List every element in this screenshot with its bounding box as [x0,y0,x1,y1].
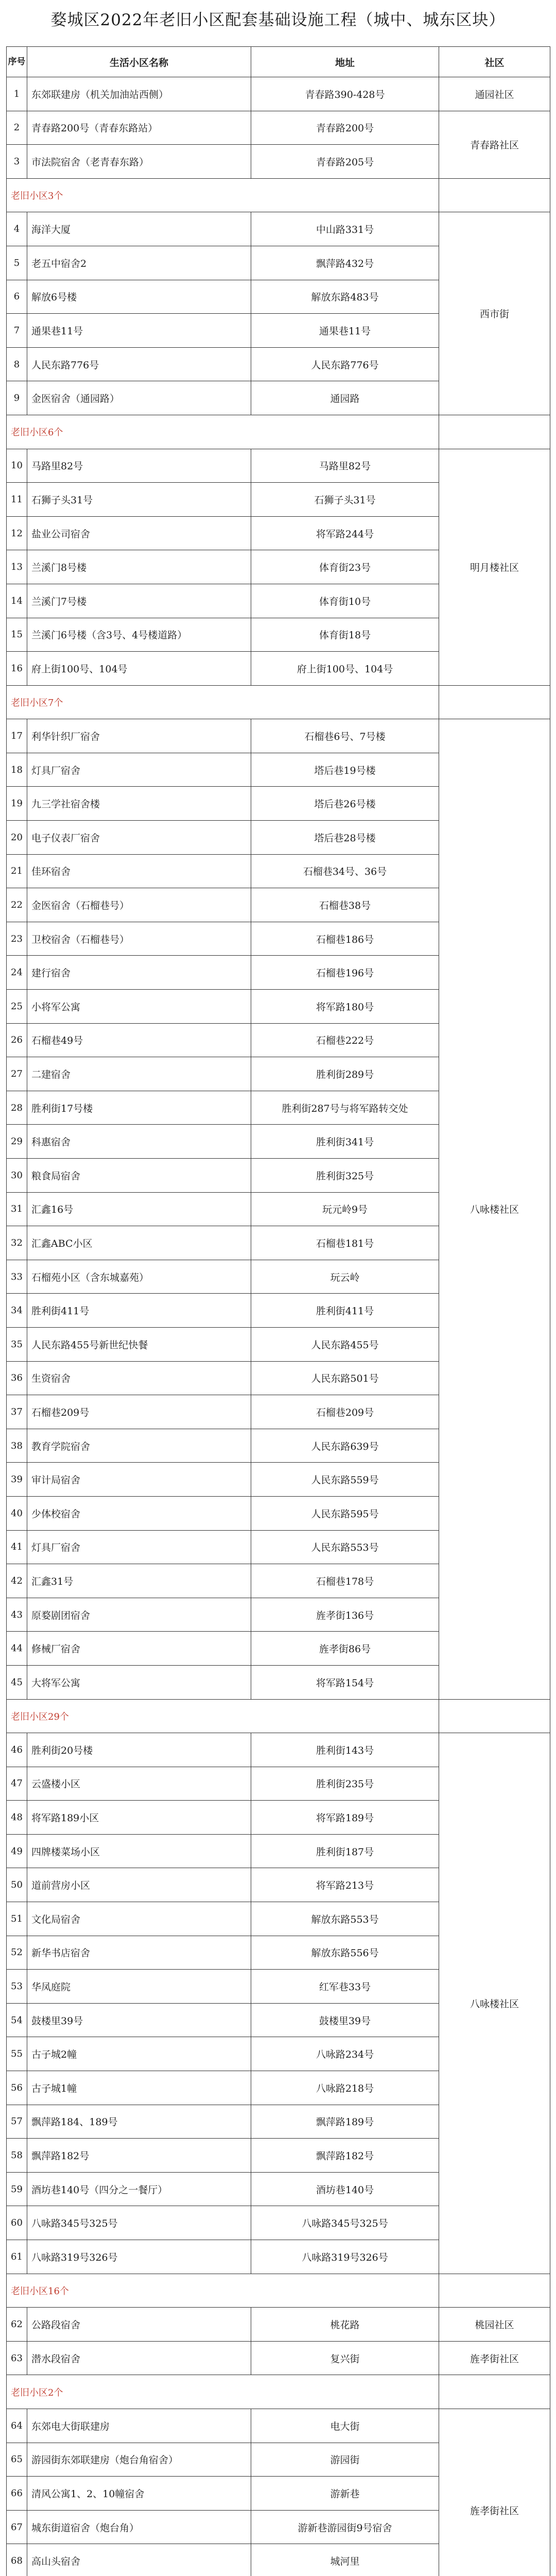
row-name: 华凤庭院 [27,1970,251,2004]
row-name: 道前营房小区 [27,1868,251,1902]
row-name: 通果巷11号 [27,314,251,348]
row-address: 人民东路455号 [251,1327,439,1361]
row-seq: 6 [7,280,27,314]
row-name: 利华针织厂宿舍 [27,719,251,753]
table-row [7,111,550,145]
subtotal-row [7,415,550,449]
row-name: 石榴巷209号 [27,1395,251,1429]
row-address: 青春路200号 [251,111,439,145]
row-seq: 40 [7,1496,27,1530]
row-name: 金医宿舍（石榴巷号） [27,888,251,922]
row-seq: 16 [7,652,27,686]
row-seq: 39 [7,1463,27,1497]
row-name: 生资宿舍 [27,1361,251,1395]
subtotal-row [7,178,550,212]
row-address: 青春路390-428号 [251,77,439,111]
row-seq: 68 [7,2544,27,2576]
row-address: 将军路154号 [251,1665,439,1699]
row-name: 少体校宿舍 [27,1496,251,1530]
row-name: 人民东路455号新世纪快餐 [27,1327,251,1361]
subtotal-community-cell [439,415,550,449]
row-seq: 5 [7,246,27,280]
row-seq: 34 [7,1294,27,1328]
subtotal-row [7,2274,550,2308]
row-name: 修械厂宿舍 [27,1632,251,1666]
subtotal-label: 老旧小区2个 [7,2375,439,2409]
row-seq: 63 [7,2341,27,2375]
row-address: 人民东路776号 [251,347,439,381]
row-community: 旌孝街社区 [439,2341,550,2375]
row-seq: 28 [7,1091,27,1125]
row-address: 游新巷 [251,2477,439,2511]
row-seq: 37 [7,1395,27,1429]
row-address: 鼓楼里39号 [251,2003,439,2037]
row-address: 人民东路595号 [251,1496,439,1530]
row-name: 东郊联建房（机关加油站西侧） [27,77,251,111]
row-name: 文化局宿舍 [27,1902,251,1936]
subtotal-community-cell [439,2375,550,2409]
row-address: 玩云岭 [251,1260,439,1294]
row-name: 府上街100号、104号 [27,652,251,686]
row-address: 马路里82号 [251,449,439,483]
row-community: 旌孝街社区 [439,2409,550,2576]
row-address: 通果巷11号 [251,314,439,348]
row-name: 石榴巷49号 [27,1023,251,1057]
row-name: 潜水段宿舍 [27,2341,251,2375]
row-address: 胜利街325号 [251,1159,439,1193]
row-address: 解放东路556号 [251,1936,439,1970]
row-seq: 50 [7,1868,27,1902]
row-name: 城东街道宿舍（炮台角） [27,2510,251,2544]
row-seq: 32 [7,1226,27,1260]
row-name: 鼓楼里39号 [27,2003,251,2037]
row-name: 海洋大厦 [27,212,251,246]
row-name: 解放6号楼 [27,280,251,314]
row-seq: 42 [7,1564,27,1598]
row-name: 石狮子头31号 [27,483,251,517]
row-name: 胜利街17号楼 [27,1091,251,1125]
row-address: 八咏路218号 [251,2071,439,2105]
row-address: 胜利街341号 [251,1125,439,1159]
row-name: 二建宿舍 [27,1057,251,1091]
row-seq: 27 [7,1057,27,1091]
row-name: 粮食局宿舍 [27,1159,251,1193]
row-name: 青春路200号（青春东路站） [27,111,251,145]
table-header-row [7,47,550,77]
row-seq: 66 [7,2477,27,2511]
row-seq: 19 [7,787,27,821]
row-name: 汇鑫16号 [27,1192,251,1226]
row-seq: 13 [7,550,27,584]
row-name: 兰溪门8号楼 [27,550,251,584]
row-seq: 38 [7,1429,27,1463]
row-address: 旌孝街86号 [251,1632,439,1666]
row-name: 公路段宿舍 [27,2308,251,2342]
row-seq: 58 [7,2139,27,2173]
row-address: 石榴巷38号 [251,888,439,922]
row-seq: 7 [7,314,27,348]
row-address: 八咏路234号 [251,2037,439,2071]
project-table [6,46,550,2576]
row-address: 解放东路483号 [251,280,439,314]
subtotal-row [7,1699,550,1733]
row-name: 马路里82号 [27,449,251,483]
row-seq: 65 [7,2443,27,2477]
row-address: 塔后巷26号楼 [251,787,439,821]
row-seq: 60 [7,2206,27,2240]
row-address: 石榴巷181号 [251,1226,439,1260]
row-address: 人民东路553号 [251,1530,439,1564]
row-community: 通园社区 [439,77,550,111]
row-seq: 62 [7,2308,27,2342]
row-seq: 22 [7,888,27,922]
row-community: 八咏楼社区 [439,719,550,1699]
row-seq: 9 [7,381,27,415]
row-address: 红军巷33号 [251,1970,439,2004]
row-address: 酒坊巷140号 [251,2172,439,2206]
row-name: 电子仪表厂宿舍 [27,821,251,855]
row-seq: 54 [7,2003,27,2037]
row-address: 玩元岭9号 [251,1192,439,1226]
row-address: 游园街 [251,2443,439,2477]
row-address: 青春路205号 [251,145,439,179]
row-address: 通园路 [251,381,439,415]
row-name: 老五中宿舍2 [27,246,251,280]
subtotal-label: 老旧小区16个 [7,2274,439,2308]
row-address: 胜利街187号 [251,1834,439,1868]
header-name: 生活小区名称 [27,47,251,77]
row-name: 四牌楼菜场小区 [27,1834,251,1868]
row-address: 旌孝街136号 [251,1598,439,1632]
row-address: 石榴巷186号 [251,922,439,956]
row-name: 新华书店宿舍 [27,1936,251,1970]
row-seq: 30 [7,1159,27,1193]
row-address: 石榴巷222号 [251,1023,439,1057]
row-name: 古子城2幢 [27,2037,251,2071]
row-name: 游园街东郊联建房（炮台角宿舍） [27,2443,251,2477]
row-seq: 18 [7,753,27,787]
subtotal-label: 老旧小区29个 [7,1699,439,1733]
table-row [7,719,550,753]
table-row [7,449,550,483]
subtotal-label: 老旧小区7个 [7,685,439,719]
row-address: 将军路189号 [251,1801,439,1835]
row-seq: 17 [7,719,27,753]
row-name: 八咏路319号326号 [27,2240,251,2274]
row-seq: 8 [7,347,27,381]
row-name: 酒坊巷140号（四分之一餐厅） [27,2172,251,2206]
row-seq: 1 [7,77,27,111]
subtotal-community-cell [439,178,550,212]
row-address: 胜利街143号 [251,1733,439,1767]
row-name: 清风公寓1、2、10幢宿舍 [27,2477,251,2511]
row-seq: 51 [7,1902,27,1936]
row-seq: 11 [7,483,27,517]
row-address: 将军路244号 [251,516,439,550]
row-name: 九三学社宿舍楼 [27,787,251,821]
row-seq: 55 [7,2037,27,2071]
row-seq: 44 [7,1632,27,1666]
row-name: 将军路189小区 [27,1801,251,1835]
row-community: 明月楼社区 [439,449,550,685]
row-address: 塔后巷19号楼 [251,753,439,787]
table-body [7,77,550,2576]
row-name: 盐业公司宿舍 [27,516,251,550]
row-seq: 43 [7,1598,27,1632]
row-seq: 3 [7,145,27,179]
row-seq: 48 [7,1801,27,1835]
row-address: 体育街23号 [251,550,439,584]
row-seq: 53 [7,1970,27,2004]
row-community: 西市街 [439,212,550,415]
row-name: 大将军公寓 [27,1665,251,1699]
row-address: 八咏路345号325号 [251,2206,439,2240]
row-seq: 23 [7,922,27,956]
table-row [7,1733,550,1767]
row-address: 人民东路559号 [251,1463,439,1497]
row-address: 飘萍路189号 [251,2105,439,2139]
row-seq: 21 [7,854,27,888]
row-address: 人民东路639号 [251,1429,439,1463]
row-address: 飘萍路432号 [251,246,439,280]
row-seq: 25 [7,990,27,1024]
row-address: 石榴巷196号 [251,956,439,990]
row-seq: 33 [7,1260,27,1294]
row-seq: 31 [7,1192,27,1226]
row-seq: 56 [7,2071,27,2105]
row-name: 灯具厂宿舍 [27,753,251,787]
row-address: 府上街100号、104号 [251,652,439,686]
row-address: 胜利街411号 [251,1294,439,1328]
row-name: 飘萍路182号 [27,2139,251,2173]
row-seq: 35 [7,1327,27,1361]
row-address: 人民东路501号 [251,1361,439,1395]
row-name: 云盛楼小区 [27,1767,251,1801]
row-seq: 24 [7,956,27,990]
row-address: 胜利街235号 [251,1767,439,1801]
row-name: 汇鑫ABC小区 [27,1226,251,1260]
row-name: 八咏路345号325号 [27,2206,251,2240]
row-address: 将军路213号 [251,1868,439,1902]
subtotal-row [7,685,550,719]
row-community: 桃园社区 [439,2308,550,2342]
row-seq: 45 [7,1665,27,1699]
row-address: 将军路180号 [251,990,439,1024]
row-name: 市法院宿舍（老青春东路） [27,145,251,179]
row-seq: 10 [7,449,27,483]
row-name: 金医宿舍（通园路） [27,381,251,415]
row-seq: 26 [7,1023,27,1057]
row-seq: 46 [7,1733,27,1767]
row-community: 青春路社区 [439,111,550,178]
row-address: 城河里 [251,2544,439,2576]
row-address: 石狮子头31号 [251,483,439,517]
row-name: 卫校宿舍（石榴巷号） [27,922,251,956]
row-address: 体育街10号 [251,584,439,618]
row-seq: 41 [7,1530,27,1564]
header-community: 社区 [439,47,550,77]
row-address: 石榴巷178号 [251,1564,439,1598]
row-seq: 57 [7,2105,27,2139]
row-seq: 36 [7,1361,27,1395]
row-name: 原婺剧团宿舍 [27,1598,251,1632]
subtotal-row [7,2375,550,2409]
row-seq: 67 [7,2510,27,2544]
row-community: 八咏楼社区 [439,1733,550,2274]
row-seq: 4 [7,212,27,246]
table-row [7,2341,550,2375]
row-address: 体育街18号 [251,618,439,652]
row-name: 佳环宿舍 [27,854,251,888]
row-name: 东郊电大街联建房 [27,2409,251,2443]
row-address: 电大街 [251,2409,439,2443]
row-address: 桃花路 [251,2308,439,2342]
row-address: 复兴街 [251,2341,439,2375]
row-name: 胜利街20号楼 [27,1733,251,1767]
row-name: 科惠宿舍 [27,1125,251,1159]
header-seq: 序号 [7,47,27,77]
row-name: 高山头宿舍 [27,2544,251,2576]
table-row [7,77,550,111]
row-name: 人民东路776号 [27,347,251,381]
row-address: 中山路331号 [251,212,439,246]
row-address: 飘萍路182号 [251,2139,439,2173]
row-name: 古子城1幢 [27,2071,251,2105]
row-seq: 61 [7,2240,27,2274]
row-address: 八咏路319号326号 [251,2240,439,2274]
row-seq: 14 [7,584,27,618]
row-name: 小将军公寓 [27,990,251,1024]
row-seq: 64 [7,2409,27,2443]
row-name: 胜利街411号 [27,1294,251,1328]
page-title: 婺城区2022年老旧小区配套基础设施工程（城中、城东区块） [0,4,556,36]
row-address: 胜利街287号与将军路转交处 [251,1091,439,1125]
table-row [7,212,550,246]
subtotal-community-cell [439,2274,550,2308]
subtotal-label: 老旧小区3个 [7,178,439,212]
row-seq: 49 [7,1834,27,1868]
row-address: 胜利街289号 [251,1057,439,1091]
subtotal-community-cell [439,685,550,719]
row-address: 石榴巷209号 [251,1395,439,1429]
row-seq: 52 [7,1936,27,1970]
row-address: 游新巷游园街9号宿舍 [251,2510,439,2544]
row-seq: 2 [7,111,27,145]
row-name: 建行宿舍 [27,956,251,990]
row-name: 石榴苑小区（含东城嘉苑） [27,1260,251,1294]
subtotal-community-cell [439,1699,550,1733]
row-seq: 47 [7,1767,27,1801]
table-row [7,2409,550,2443]
row-name: 飘萍路184、189号 [27,2105,251,2139]
row-name: 灯具厂宿舍 [27,1530,251,1564]
row-address: 石榴巷6号、7号楼 [251,719,439,753]
row-name: 汇鑫31号 [27,1564,251,1598]
row-address: 塔后巷28号楼 [251,821,439,855]
header-address: 地址 [251,47,439,77]
row-seq: 12 [7,516,27,550]
table-row [7,2308,550,2342]
row-name: 兰溪门6号楼（含3号、4号楼道路） [27,618,251,652]
row-name: 审计局宿舍 [27,1463,251,1497]
row-name: 教育学院宿舍 [27,1429,251,1463]
row-seq: 29 [7,1125,27,1159]
row-address: 解放东路553号 [251,1902,439,1936]
row-address: 石榴巷34号、36号 [251,854,439,888]
row-seq: 15 [7,618,27,652]
row-name: 兰溪门7号楼 [27,584,251,618]
row-seq: 59 [7,2172,27,2206]
subtotal-label: 老旧小区6个 [7,415,439,449]
row-seq: 20 [7,821,27,855]
